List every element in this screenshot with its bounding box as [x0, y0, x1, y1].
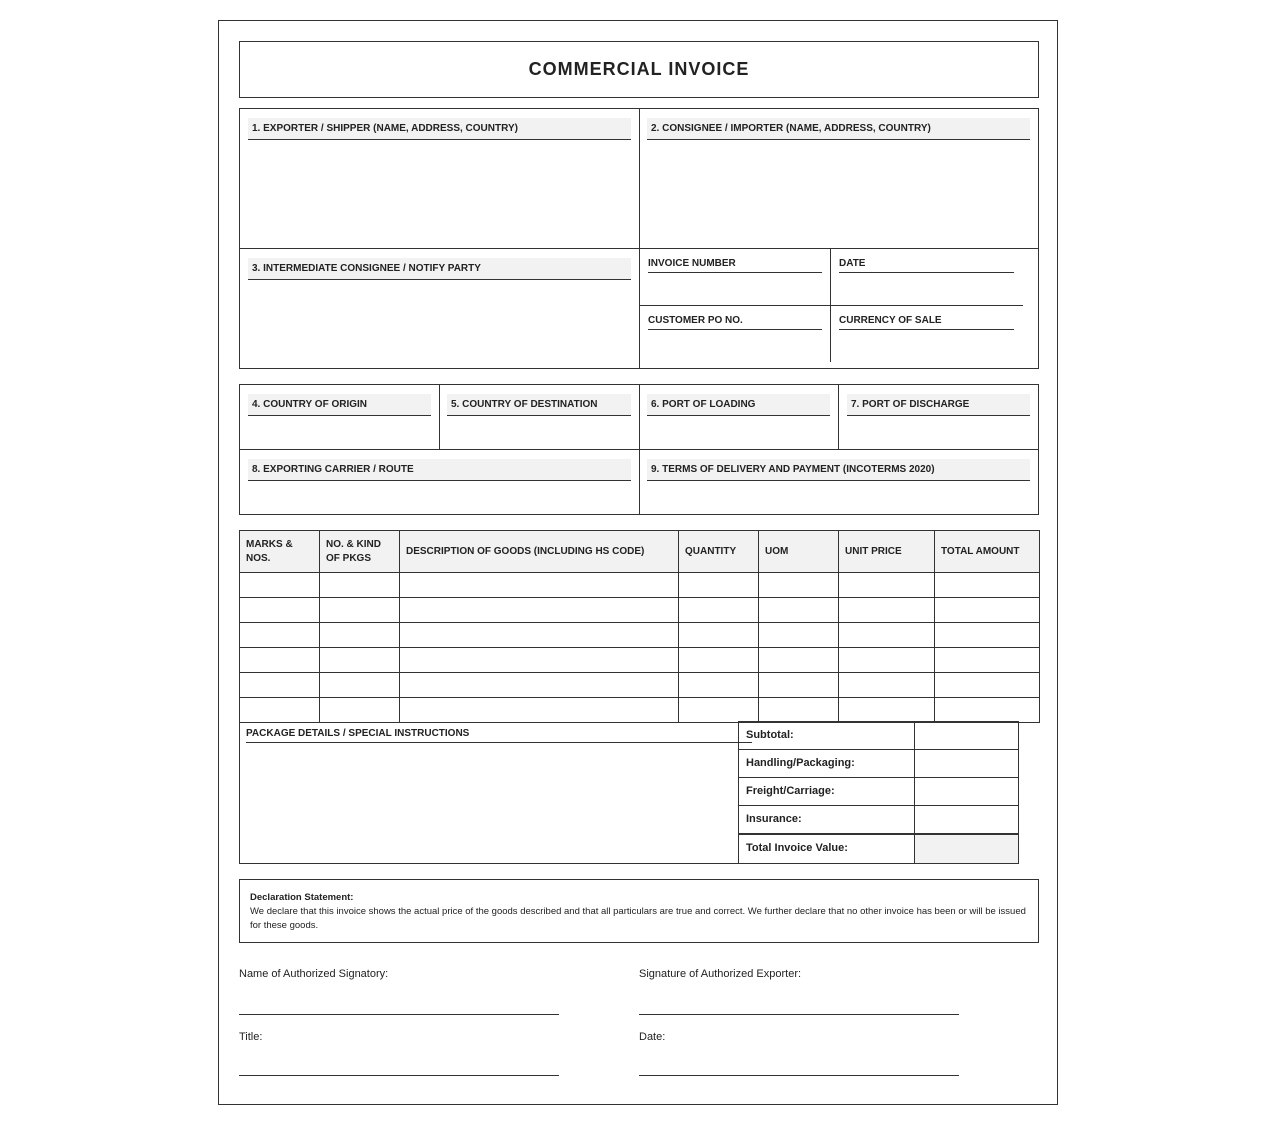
- table-cell[interactable]: [240, 598, 320, 623]
- table-cell[interactable]: [759, 573, 839, 598]
- table-cell[interactable]: [679, 623, 759, 648]
- table-cell[interactable]: [839, 623, 935, 648]
- table-cell[interactable]: [679, 673, 759, 698]
- table-row: [240, 623, 1040, 648]
- table-cell[interactable]: [839, 598, 935, 623]
- table-cell[interactable]: [320, 698, 400, 723]
- total-invoice-row: [738, 834, 1039, 863]
- freight-label: Freight/Carriage:: [738, 777, 915, 806]
- country-of-destination-field[interactable]: [440, 385, 639, 449]
- table-cell[interactable]: [240, 673, 320, 698]
- table-cell[interactable]: [679, 648, 759, 673]
- col-label: TOTAL AMOUNT: [941, 545, 1020, 557]
- country-of-destination-label: 5. COUNTRY OF DESTINATION: [447, 394, 631, 416]
- col-label: UOM: [765, 545, 789, 557]
- col-label: MARKS & NOS.: [246, 538, 293, 564]
- col-uom: [759, 531, 839, 573]
- table-cell[interactable]: [759, 698, 839, 723]
- table-cell[interactable]: [679, 598, 759, 623]
- table-cell[interactable]: [400, 698, 679, 723]
- package-details-label: PACKAGE DETAILS / SPECIAL INSTRUCTIONS: [246, 726, 752, 743]
- title-line[interactable]: [239, 1075, 559, 1076]
- table-row: [240, 648, 1040, 673]
- col-total-amount: [935, 531, 1040, 573]
- col-description: [400, 531, 679, 573]
- table-cell[interactable]: [759, 623, 839, 648]
- table-cell[interactable]: [320, 573, 400, 598]
- col-quantity: [679, 531, 759, 573]
- table-row: [240, 573, 1040, 598]
- table-cell[interactable]: [240, 648, 320, 673]
- date-field[interactable]: [831, 249, 1023, 305]
- subtotal-label: Subtotal:: [738, 721, 915, 750]
- table-cell[interactable]: [935, 623, 1040, 648]
- signature-date-label: Date:: [639, 1031, 666, 1043]
- table-cell[interactable]: [759, 598, 839, 623]
- intermediate-consignee-label: 3. INTERMEDIATE CONSIGNEE / NOTIFY PARTY: [248, 258, 631, 280]
- table-cell[interactable]: [320, 598, 400, 623]
- table-cell[interactable]: [400, 598, 679, 623]
- col-marks: [240, 531, 320, 573]
- signatory-name-line[interactable]: [239, 1014, 559, 1015]
- table-cell[interactable]: [320, 673, 400, 698]
- invoice-title: COMMERCIAL INVOICE: [239, 41, 1039, 98]
- table-cell[interactable]: [400, 648, 679, 673]
- terms-of-delivery-field[interactable]: [640, 450, 1038, 514]
- declaration-text: We declare that this invoice shows the actual price of the goods described and that all particulars are true and correct. We further declare that no other invoice has been or will be issued for these goods.: [250, 906, 1026, 931]
- exporter-label: 1. EXPORTER / SHIPPER (NAME, ADDRESS, COUNTRY): [248, 118, 631, 140]
- date-label: DATE: [839, 256, 1014, 273]
- parties-section: [239, 108, 1039, 369]
- exporting-carrier-field[interactable]: [240, 450, 639, 514]
- port-of-discharge-label: 7. PORT OF DISCHARGE: [847, 394, 1030, 416]
- table-cell[interactable]: [240, 698, 320, 723]
- package-details-field[interactable]: [239, 721, 739, 864]
- table-cell[interactable]: [935, 698, 1040, 723]
- port-of-loading-field[interactable]: [640, 385, 838, 449]
- country-of-origin-field[interactable]: [240, 385, 439, 449]
- table-row: [240, 698, 1040, 723]
- table-cell[interactable]: [320, 623, 400, 648]
- table-cell[interactable]: [400, 623, 679, 648]
- insurance-row: [738, 805, 1039, 834]
- col-label: QUANTITY: [685, 545, 737, 557]
- currency-label: CURRENCY OF SALE: [839, 313, 1014, 330]
- table-row: [240, 598, 1040, 623]
- table-cell[interactable]: [839, 573, 935, 598]
- table-row: [240, 673, 1040, 698]
- declaration-heading: Declaration Statement:: [250, 892, 354, 903]
- col-label: NO. & KIND OF PKGS: [326, 538, 381, 564]
- total-invoice-value[interactable]: [914, 834, 1019, 864]
- exporter-field[interactable]: [240, 109, 639, 248]
- table-cell[interactable]: [759, 648, 839, 673]
- consignee-label: 2. CONSIGNEE / IMPORTER (NAME, ADDRESS, COUNTRY): [647, 118, 1030, 140]
- intermediate-consignee-field[interactable]: [240, 249, 639, 368]
- subtotal-value[interactable]: [914, 721, 1019, 750]
- handling-label: Handling/Packaging:: [738, 749, 915, 778]
- table-cell[interactable]: [935, 673, 1040, 698]
- table-cell[interactable]: [935, 573, 1040, 598]
- invoice-page: [218, 20, 1058, 1105]
- currency-field[interactable]: [831, 306, 1023, 362]
- goods-table-header: [240, 531, 1040, 573]
- table-cell[interactable]: [935, 598, 1040, 623]
- table-cell[interactable]: [320, 648, 400, 673]
- table-cell[interactable]: [679, 573, 759, 598]
- terms-of-delivery-label: 9. TERMS OF DELIVERY AND PAYMENT (INCOTERMS 2020): [647, 459, 1030, 481]
- insurance-label: Insurance:: [738, 805, 915, 834]
- exporting-carrier-label: 8. EXPORTING CARRIER / ROUTE: [248, 459, 631, 481]
- col-label: DESCRIPTION OF GOODS (INCLUDING HS CODE): [406, 545, 645, 557]
- table-cell[interactable]: [759, 673, 839, 698]
- port-of-loading-label: 6. PORT OF LOADING: [647, 394, 830, 416]
- freight-value[interactable]: [914, 777, 1019, 806]
- table-cell[interactable]: [839, 648, 935, 673]
- col-packages: [320, 531, 400, 573]
- consignee-field[interactable]: [640, 109, 1038, 248]
- table-cell[interactable]: [240, 623, 320, 648]
- country-of-origin-label: 4. COUNTRY OF ORIGIN: [248, 394, 431, 416]
- port-of-discharge-field[interactable]: [839, 385, 1038, 449]
- insurance-value[interactable]: [914, 805, 1019, 834]
- handling-row: [738, 749, 1039, 778]
- table-cell[interactable]: [240, 573, 320, 598]
- freight-row: [738, 777, 1039, 806]
- goods-table: [239, 530, 1040, 723]
- title-label: Title:: [239, 1031, 263, 1043]
- table-cell[interactable]: [400, 673, 679, 698]
- exporter-signature-line[interactable]: [639, 1014, 959, 1015]
- shipping-section: [239, 384, 1039, 515]
- table-cell[interactable]: [400, 573, 679, 598]
- exporter-signature-label: Signature of Authorized Exporter:: [639, 968, 802, 980]
- table-cell[interactable]: [839, 698, 935, 723]
- table-cell[interactable]: [839, 673, 935, 698]
- subtotal-row: [738, 721, 1039, 750]
- signatory-name-label: Name of Authorized Signatory:: [239, 968, 389, 980]
- table-cell[interactable]: [679, 698, 759, 723]
- col-unit-price: [839, 531, 935, 573]
- table-cell[interactable]: [935, 648, 1040, 673]
- declaration-box: [239, 879, 1039, 943]
- customer-po-label: CUSTOMER PO NO.: [648, 313, 822, 330]
- invoice-number-label: INVOICE NUMBER: [648, 256, 822, 273]
- signature-date-line[interactable]: [639, 1075, 959, 1076]
- handling-value[interactable]: [914, 749, 1019, 778]
- col-label: UNIT PRICE: [845, 545, 902, 557]
- invoice-number-field[interactable]: [640, 249, 830, 305]
- customer-po-field[interactable]: [640, 306, 830, 362]
- total-invoice-label: Total Invoice Value:: [738, 834, 915, 864]
